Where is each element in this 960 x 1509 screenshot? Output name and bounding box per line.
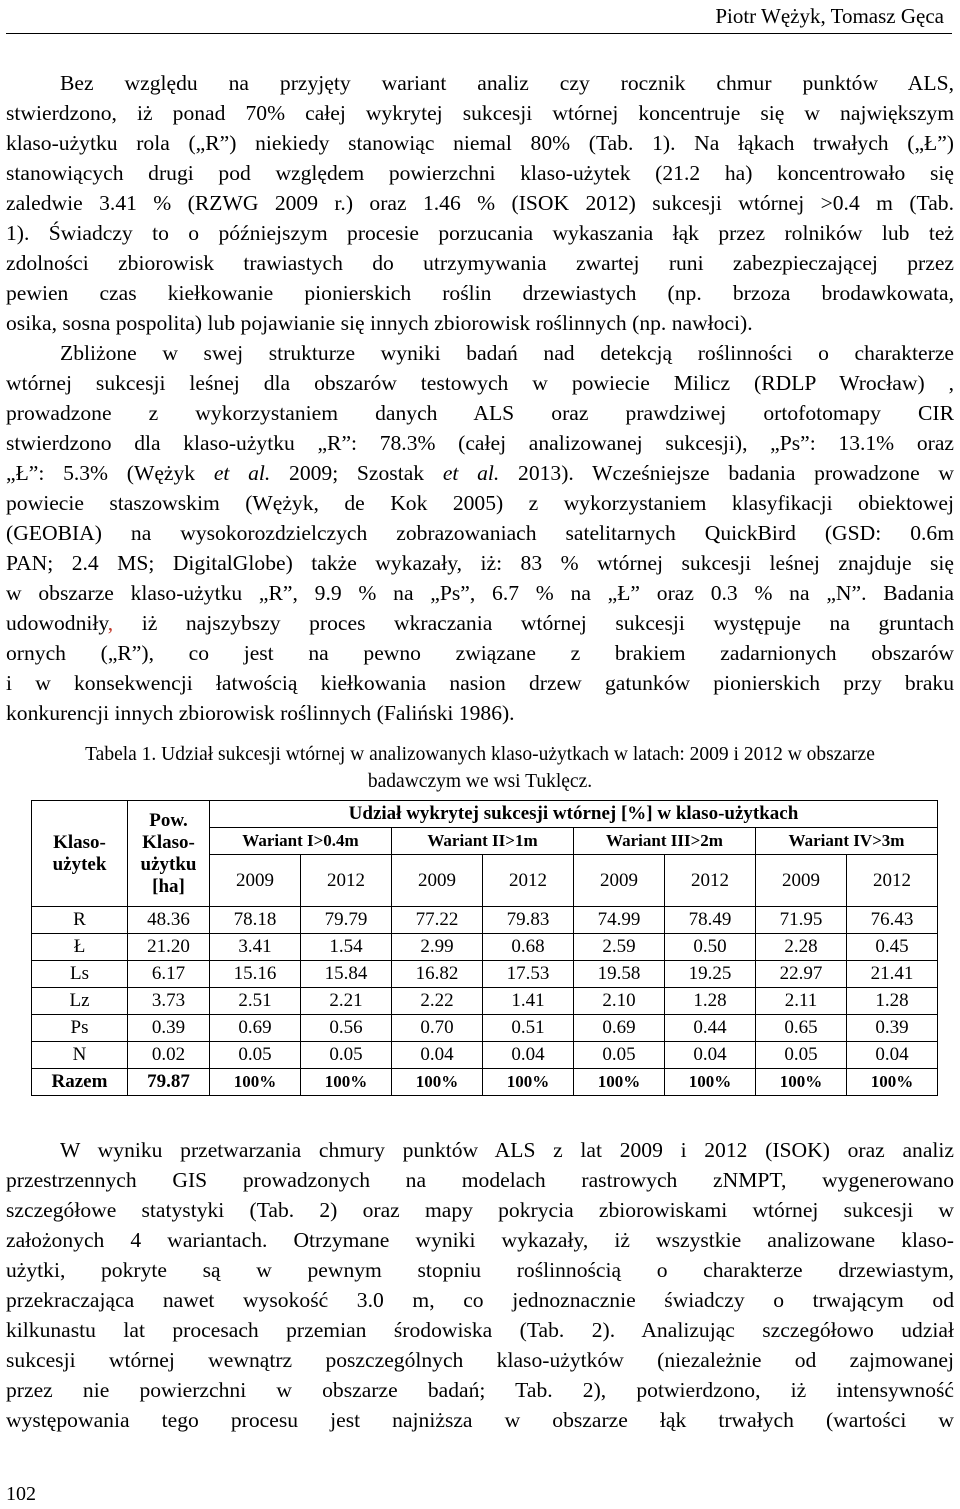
cell-area: 79.87 — [128, 1069, 210, 1096]
col-header-landuse: Klaso-użytek — [32, 801, 128, 907]
cell-value: 0.05 — [574, 1042, 665, 1069]
cell-value: 16.82 — [392, 961, 483, 988]
caption-line: Tabela 1. Udział sukcesji wtórnej w analizowanych klaso-użytkach w latach: 2009 i 2012 w obszarze — [85, 744, 875, 765]
year-header: 2012 — [665, 855, 756, 907]
text-segment: 2013). Wcześniejsze badania prowadzone w — [499, 461, 954, 485]
body-paragraph-3 — [6, 1135, 954, 1435]
text-line: klaso-użytku rola („R”) niekiedy stanowiąc niemal 80% (Tab. 1). Na łąkach trwałych („Ł”) — [6, 131, 954, 155]
cell-value: 2.10 — [574, 988, 665, 1015]
text-line: przekraczająca nawet wysokość 3.0 m, co jednoznacznie świadczy o trwającym od — [6, 1288, 954, 1312]
year-header: 2009 — [392, 855, 483, 907]
cell-value: 1.28 — [847, 988, 938, 1015]
cell-value: 78.18 — [210, 907, 301, 934]
table-row — [32, 907, 938, 934]
header-rule — [6, 33, 952, 34]
text-line: Zbliżone w swej strukturze wyniki badań nad detekcją roślinności o charakterze — [60, 341, 954, 365]
year-header: 2009 — [574, 855, 665, 907]
text-line: występowania tego procesu jest najniższa w obszarze łąk trwałych (wartości w — [6, 1408, 954, 1432]
cell-value: 0.69 — [574, 1015, 665, 1042]
cell-value: 3.41 — [210, 934, 301, 961]
cell-value: 0.05 — [210, 1042, 301, 1069]
text-line: użytki, pokryte są w pewnym stopniu roślinnością o charakterze drzewiastym, — [6, 1258, 954, 1282]
cell-value: 19.25 — [665, 961, 756, 988]
cell-value: 79.83 — [483, 907, 574, 934]
text-line — [6, 458, 954, 488]
cell-area: 48.36 — [128, 907, 210, 934]
text-line — [6, 608, 954, 638]
text-line: pewien czas kiełkowanie pionierskich roślin drzewiastych (np. brzoza brodawkowata, — [6, 281, 954, 305]
cell-value: 100% — [392, 1069, 483, 1096]
cell-area: 21.20 — [128, 934, 210, 961]
cell-value: 100% — [574, 1069, 665, 1096]
cell-landuse: Ł — [32, 934, 128, 961]
cell-value: 100% — [665, 1069, 756, 1096]
red-comma: , — [107, 611, 114, 635]
cell-value: 1.41 — [483, 988, 574, 1015]
cell-value: 0.65 — [756, 1015, 847, 1042]
cell-value: 0.04 — [665, 1042, 756, 1069]
cell-value: 0.04 — [483, 1042, 574, 1069]
cell-value: 0.56 — [301, 1015, 392, 1042]
text-line: zaledwie 3.41 % (RZWG 2009 r.) oraz 1.46 % (ISOK 2012) sukcesji wtórnej >0.4 m (Tab. — [6, 191, 954, 215]
year-header: 2009 — [756, 855, 847, 907]
cell-value: 0.44 — [665, 1015, 756, 1042]
cell-value: 0.51 — [483, 1015, 574, 1042]
cell-value: 17.53 — [483, 961, 574, 988]
text-segment: udowodniły — [6, 611, 108, 635]
cell-value: 21.41 — [847, 961, 938, 988]
cell-value: 2.11 — [756, 988, 847, 1015]
text-line: ornych („R”), co jest na pewno związane z brakiem zadarnionych obszarów — [6, 641, 954, 665]
variant-header: Wariant III>2m — [574, 828, 756, 855]
text-line: stwierdzono dla klaso-użytku „R”: 78.3% (całej analizowanej sukcesji), „Ps”: 13.1% oraz — [6, 431, 954, 455]
text-line: przez nie powierzchni w obszarze badań; Tab. 2), potwierdzono, iż intensywność — [6, 1378, 954, 1402]
text-line: stwierdzono, iż ponad 70% całej wykrytej sukcesji wtórnej koncentruje się w największym — [6, 101, 954, 125]
text-line: osika, sosna pospolita) lub pojawianie się innych zbiorowisk roślinnych (np. nawłoci). — [6, 311, 753, 335]
cell-landuse: N — [32, 1042, 128, 1069]
cell-value: 2.51 — [210, 988, 301, 1015]
table-row — [32, 1015, 938, 1042]
cell-value: 2.21 — [301, 988, 392, 1015]
cell-value: 100% — [483, 1069, 574, 1096]
cell-value: 1.54 — [301, 934, 392, 961]
text-line: konkurencji innych zbiorowisk roślinnych (Faliński 1986). — [6, 701, 515, 725]
text-line: PAN; 2.4 MS; DigitalGlobe) także wykazały, iż: 83 % wtórnej sukcesji leśnej znajduje się — [6, 551, 954, 575]
cell-value: 78.49 — [665, 907, 756, 934]
table-row — [32, 988, 938, 1015]
variant-header: Wariant IV>3m — [756, 828, 938, 855]
header-authors: Piotr Wężyk, Tomasz Gęca — [715, 4, 944, 28]
table-header-row — [32, 801, 938, 828]
succession-table — [31, 800, 938, 1096]
cell-value: 77.22 — [392, 907, 483, 934]
cell-value: 19.58 — [574, 961, 665, 988]
cell-value: 100% — [756, 1069, 847, 1096]
text-line: prowadzone z wykorzystaniem danych ALS oraz prawdziwej ortofotomapy CIR — [6, 401, 954, 425]
cell-value: 74.99 — [574, 907, 665, 934]
group-header: Udział wykrytej sukcesji wtórnej [%] w klaso-użytkach — [210, 801, 938, 828]
body-paragraph-1 — [6, 68, 954, 728]
cell-value: 0.69 — [210, 1015, 301, 1042]
table-row — [32, 961, 938, 988]
text-segment: iż najszybszy proces wkraczania wtórnej sukcesji występuje na gruntach — [113, 611, 954, 635]
cell-value: 15.16 — [210, 961, 301, 988]
text-segment: „Ł”: 5.3% (Wężyk — [6, 461, 214, 485]
cell-area: 6.17 — [128, 961, 210, 988]
cell-value: 2.99 — [392, 934, 483, 961]
text-line: powiecie staszowskim (Wężyk, de Kok 2005) z wykorzystaniem klasyfikacji obiektowej — [6, 491, 954, 515]
cell-value: 71.95 — [756, 907, 847, 934]
col-header-area: Pow. Klaso-użytku [ha] — [128, 801, 210, 907]
cell-value: 100% — [301, 1069, 392, 1096]
text-line: wtórnej sukcesji leśnej dla obszarów testowych w powiecie Milicz (RDLP Wrocław) , — [6, 371, 954, 395]
cell-value: 0.45 — [847, 934, 938, 961]
cell-value: 79.79 — [301, 907, 392, 934]
cell-value: 0.04 — [847, 1042, 938, 1069]
cell-value: 2.28 — [756, 934, 847, 961]
cell-value: 100% — [847, 1069, 938, 1096]
text-line: 1). Świadczy to o późniejszym procesie porzucania wykaszania łąk przez rolników lub też — [6, 221, 954, 245]
text-segment: 2009; Szostak — [270, 461, 443, 485]
cell-value: 0.39 — [847, 1015, 938, 1042]
table-row — [32, 1042, 938, 1069]
text-line: szczegółowe statystyki (Tab. 2) oraz mapy pokrycia zbiorowiskami wtórnej sukcesji w — [6, 1198, 954, 1222]
table-caption — [6, 741, 954, 795]
text-line: i w konsekwencji łatwością kiełkowania nasion drzew gatunków pionierskich przy braku — [6, 671, 954, 695]
cell-landuse: Lz — [32, 988, 128, 1015]
cell-area: 0.39 — [128, 1015, 210, 1042]
table-total-row — [32, 1069, 938, 1096]
italic-et-al: et al. — [213, 461, 271, 485]
cell-landuse: Razem — [32, 1069, 128, 1096]
page-number: 102 — [6, 1483, 36, 1505]
text-line: kilkunastu lat procesach przemian środowiska (Tab. 2). Analizując szczegółowo udział — [6, 1318, 954, 1342]
cell-value: 15.84 — [301, 961, 392, 988]
cell-value: 0.68 — [483, 934, 574, 961]
text-line: Bez względu na przyjęty wariant analiz czy rocznik chmur punktów ALS, — [60, 71, 954, 95]
table-body — [32, 801, 938, 1096]
cell-landuse: Ps — [32, 1015, 128, 1042]
caption-line: badawczym we wsi Tuklęcz. — [367, 771, 593, 792]
text-line: w obszarze klaso-użytku „R”, 9.9 % na „Ps”, 6.7 % na „Ł” oraz 0.3 % na „N”. Badania — [6, 581, 954, 605]
text-line: przestrzennych GIS prowadzonych na modelach rastrowych zNMPT, wygenerowano — [6, 1168, 954, 1192]
cell-landuse: Ls — [32, 961, 128, 988]
cell-value: 0.70 — [392, 1015, 483, 1042]
text-line: sukcesji wtórnej wewnątrz poszczególnych klaso-użytków (niezależnie od zajmowanej — [6, 1348, 954, 1372]
year-header: 2012 — [847, 855, 938, 907]
cell-value: 0.50 — [665, 934, 756, 961]
cell-value: 0.04 — [392, 1042, 483, 1069]
cell-area: 0.02 — [128, 1042, 210, 1069]
cell-value: 22.97 — [756, 961, 847, 988]
cell-value: 0.05 — [756, 1042, 847, 1069]
cell-area: 3.73 — [128, 988, 210, 1015]
text-line: (GEOBIA) na wysokorozdzielczych zobrazowaniach satelitarnych QuickBird (GSD: 0.6m — [6, 521, 954, 545]
cell-landuse: R — [32, 907, 128, 934]
text-line: W wyniku przetwarzania chmury punktów ALS z lat 2009 i 2012 (ISOK) oraz analiz — [60, 1138, 954, 1162]
cell-value: 76.43 — [847, 907, 938, 934]
running-header — [0, 0, 956, 32]
table-row — [32, 934, 938, 961]
text-line: zdolności zbiorowisk trawiastych do utrzymywania zwartej runi zabezpieczającej przez — [6, 251, 954, 275]
text-line: stanowiących drugi pod względem powierzchni klaso-użytek (21.2 ha) koncentrowało się — [6, 161, 954, 185]
year-header: 2012 — [301, 855, 392, 907]
year-header: 2009 — [210, 855, 301, 907]
variant-header: Wariant II>1m — [392, 828, 574, 855]
italic-et-al: et al. — [442, 461, 500, 485]
cell-value: 2.59 — [574, 934, 665, 961]
cell-value: 100% — [210, 1069, 301, 1096]
cell-value: 2.22 — [392, 988, 483, 1015]
cell-value: 0.05 — [301, 1042, 392, 1069]
cell-value: 1.28 — [665, 988, 756, 1015]
text-line: założonych 4 wariantach. Otrzymane wyniki wykazały, iż wszystkie analizowane klaso- — [6, 1228, 954, 1252]
variant-header: Wariant I>0.4m — [210, 828, 392, 855]
year-header: 2012 — [483, 855, 574, 907]
